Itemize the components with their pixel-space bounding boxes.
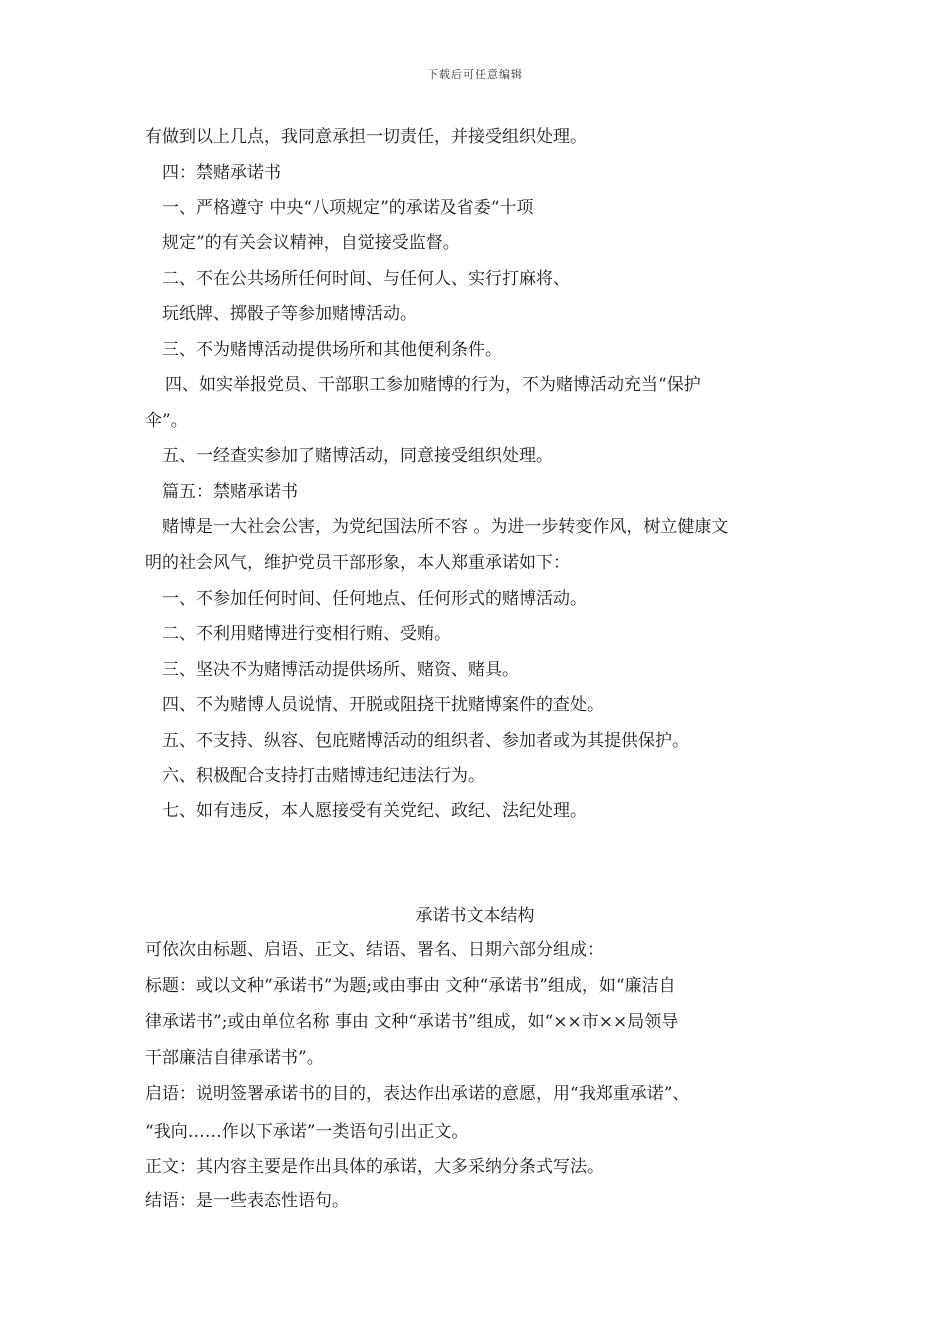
section-title: 篇五：禁赌承诺书: [162, 482, 298, 502]
paragraph-line: 可依次由标题、启语、正文、结语、署名、日期六部分组成：: [145, 940, 604, 960]
paragraph-line: 律承诺书”;或由单位名称 事由 文种“承诺书”组成，如“××市××局领导: [145, 1012, 679, 1032]
paragraph-line: 干部廉洁自律承诺书”。: [145, 1048, 324, 1068]
paragraph-line: 一、严格遵守 中央“八项规定”的承诺及省委“十项: [162, 198, 534, 218]
paragraph-line: 规定”的有关会议精神，自觉接受监督。: [162, 233, 460, 253]
list-item: 四、不为赌博人员说情、开脱或阻挠干扰赌博案件的查处。: [162, 695, 604, 715]
paragraph-line: 四、如实举报党员、干部职工参加赌博的行为，不为赌博活动充当“保护: [165, 375, 701, 395]
paragraph-line: 启语：说明签署承诺书的目的，表达作出承诺的意愿，用“我郑重承诺”、: [145, 1084, 690, 1104]
paragraph-line: “我向……作以下承诺”一类语句引出正文。: [145, 1122, 469, 1142]
paragraph-line: 标题：或以文种“承诺书”为题;或由事由 文种“承诺书”组成，如“廉洁自: [145, 976, 676, 996]
header-note: 下载后可任意编辑: [427, 68, 523, 81]
paragraph-line: 伞”。: [145, 411, 188, 431]
paragraph-line: 二、不在公共场所任何时间、与任何人、实行打麻将、: [162, 269, 570, 289]
list-item: 一、不参加任何时间、任何地点、任何形式的赌博活动。: [162, 589, 587, 609]
paragraph-line: 三、不为赌博活动提供场所和其他便利条件。: [162, 340, 502, 360]
paragraph-line: 赌博是一大社会公害，为党纪国法所不容 。为进一步转变作风，树立健康文: [162, 517, 729, 537]
list-item: 三、坚决不为赌博活动提供场所、赌资、赌具。: [162, 660, 519, 680]
list-item: 五、不支持、纵容、包庇赌博活动的组织者、参加者或为其提供保护。: [162, 731, 689, 751]
list-item: 七、如有违反，本人愿接受有关党纪、政纪、法纪处理。: [162, 801, 587, 821]
paragraph-line: 正文：其内容主要是作出具体的承诺，大多采纳分条式写法。: [145, 1157, 604, 1177]
structure-title: 承诺书文本结构: [415, 906, 535, 926]
paragraph-line: 明的社会风气，维护党员干部形象，本人郑重承诺如下：: [145, 553, 570, 573]
paragraph-line: 有做到以上几点，我同意承担一切责任，并接受组织处理。: [145, 127, 587, 147]
section-title: 四：禁赌承诺书: [162, 163, 281, 183]
paragraph-line: 玩纸牌、掷骰子等参加赌博活动。: [162, 304, 417, 324]
paragraph-line: 五、一经查实参加了赌博活动，同意接受组织处理。: [162, 446, 553, 466]
list-item: 六、积极配合支持打击赌博违纪违法行为。: [162, 766, 485, 786]
paragraph-line: 结语：是一些表态性语句。: [145, 1191, 349, 1211]
list-item: 二、不利用赌博进行变相行贿、受贿。: [162, 624, 451, 644]
